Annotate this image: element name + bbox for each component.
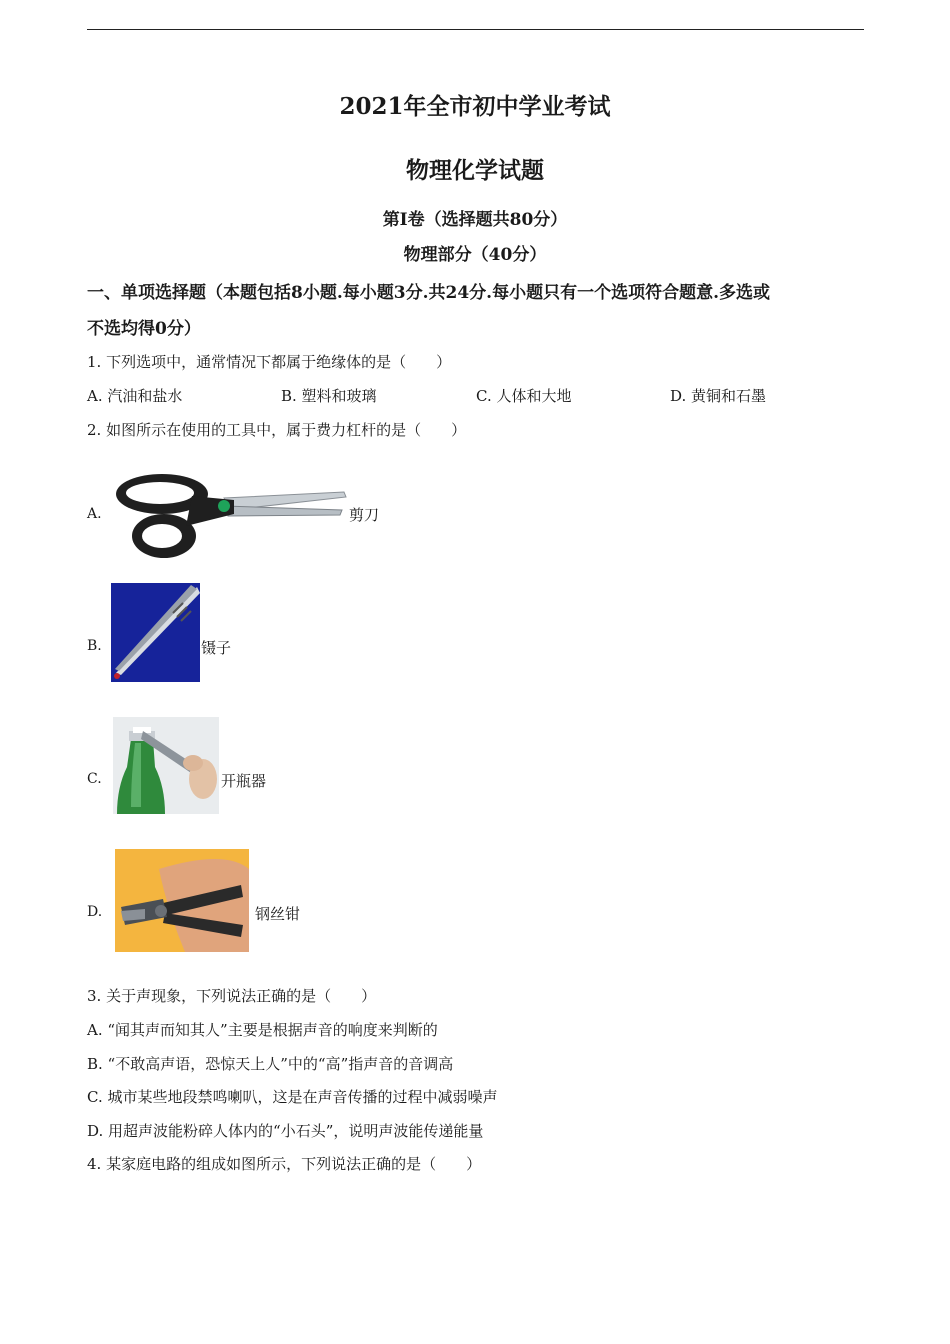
- q2-option-a-letter: A.: [87, 506, 102, 522]
- q1-option-c: C. 人体和大地: [476, 387, 572, 405]
- q3-stem: 3. 关于声现象，下列说法正确的是（ ）: [87, 987, 377, 1005]
- q3-option-b: B. “不敢高声语，恐惊天上人”中的“高”指声音的音调高: [87, 1055, 454, 1073]
- top-rule: [87, 29, 864, 30]
- q3-option-c: C. 城市某些地段禁鸣喇叭，这是在声音传播的过程中减弱噪声: [87, 1088, 498, 1106]
- pliers-image: [115, 849, 249, 952]
- section-heading-line1: 一、单项选择题（本题包括8小题.每小题3分.共24分.每小题只有一个选项符合题意.多选或: [87, 283, 770, 303]
- scissors-image: [112, 470, 348, 562]
- q1-stem: 1. 下列选项中，通常情况下都属于绝缘体的是（ ）: [87, 353, 452, 371]
- q3-option-a: A. “闻其声而知其人”主要是根据声音的响度来判断的: [87, 1021, 438, 1039]
- q2-option-a-caption: 剪刀: [349, 506, 380, 524]
- q2-option-b-letter: B.: [87, 638, 102, 654]
- q1-option-b: B. 塑料和玻璃: [281, 387, 377, 405]
- q2-option-d-letter: D.: [87, 904, 103, 920]
- q3-option-d: D. 用超声波能粉碎人体内的“小石头”，说明声波能传递能量: [87, 1122, 484, 1140]
- q4-stem: 4. 某家庭电路的组成如图所示，下列说法正确的是（ ）: [87, 1155, 482, 1173]
- q1-option-d: D. 黄铜和石墨: [670, 387, 767, 405]
- q2-option-d-caption: 钢丝钳: [255, 905, 301, 923]
- exam-title: 2021年全市初中学业考试: [339, 93, 611, 120]
- exam-subtitle: 物理化学试题: [406, 157, 544, 184]
- section-heading-line2: 不选均得0分）: [87, 319, 201, 339]
- bottle-opener-image: [113, 717, 219, 814]
- q2-stem: 2. 如图所示在使用的工具中，属于费力杠杆的是（ ）: [87, 421, 467, 439]
- q2-option-c-letter: C.: [87, 771, 102, 787]
- volume-heading: 第Ⅰ卷（选择题共80分）: [382, 210, 568, 230]
- tweezers-image: [111, 583, 200, 682]
- q2-option-c-caption: 开瓶器: [221, 772, 267, 790]
- part-heading: 物理部分（40分）: [403, 245, 547, 265]
- q2-option-b-caption: 镊子: [201, 639, 232, 657]
- q1-option-a: A. 汽油和盐水: [87, 387, 183, 405]
